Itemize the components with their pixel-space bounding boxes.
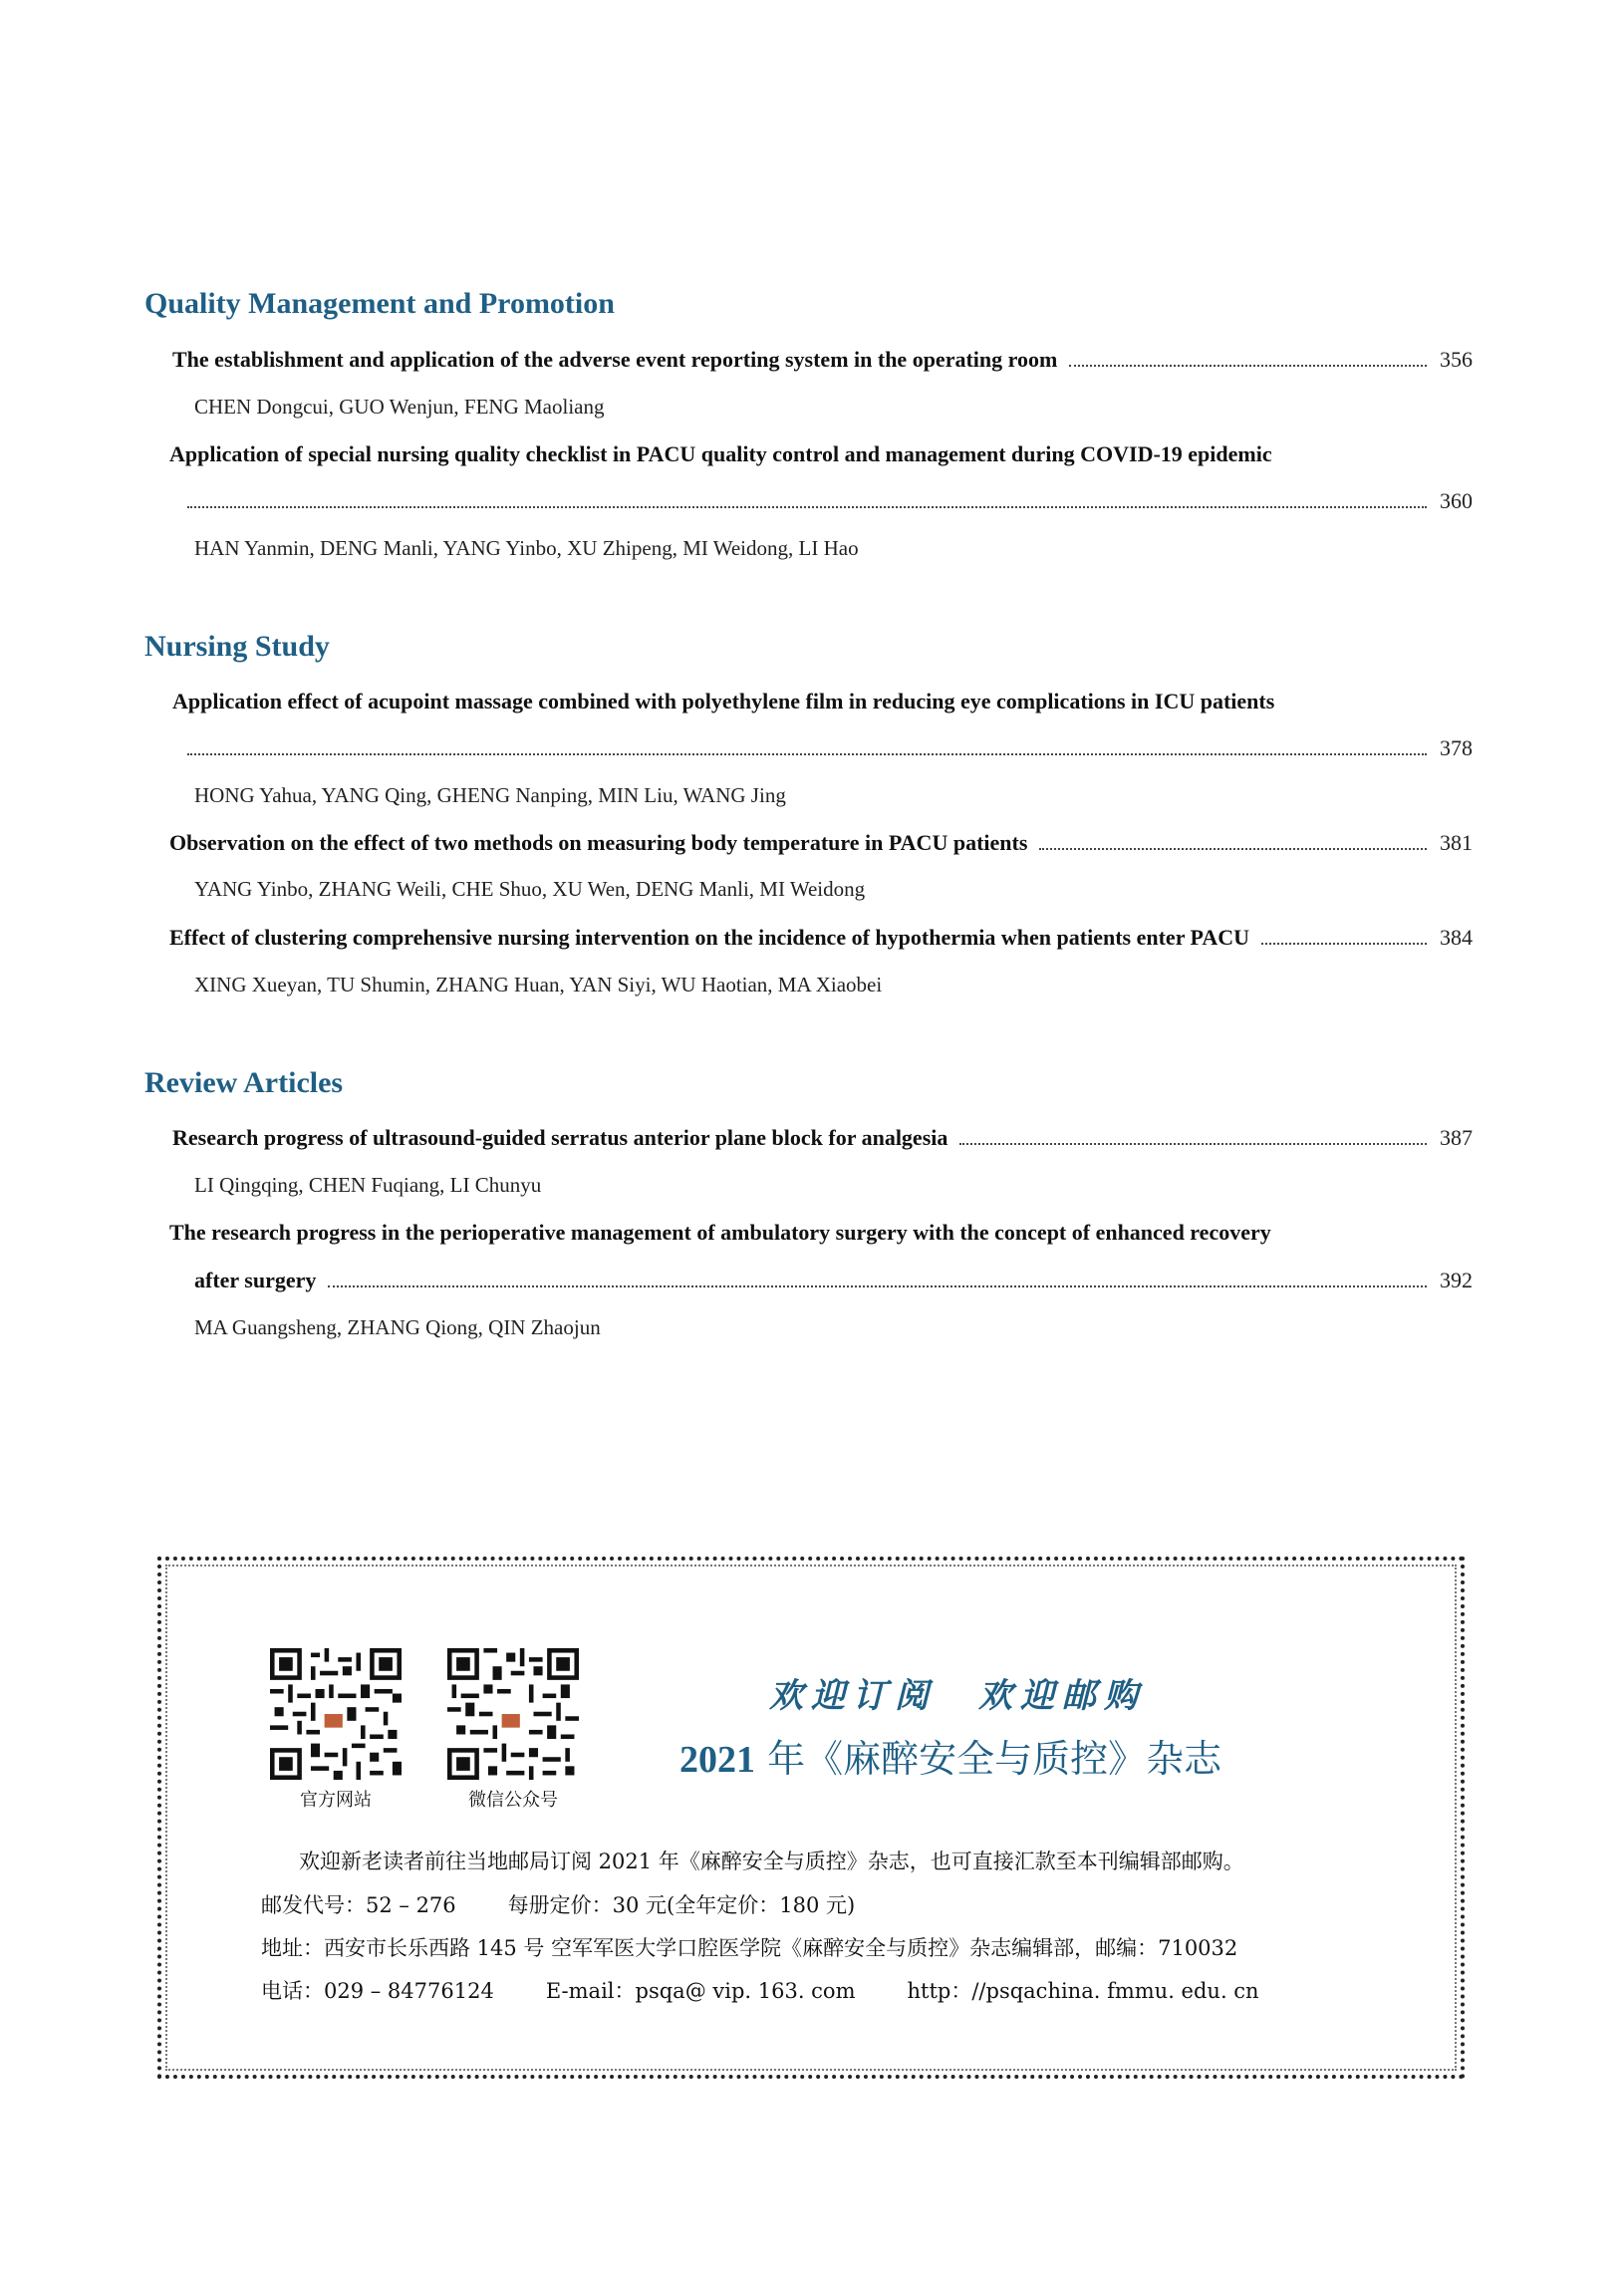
- dot-leader: [1261, 943, 1427, 945]
- qr-code-icon: [447, 1648, 579, 1780]
- article-authors: XING Xueyan, TU Shumin, ZHANG Huan, YAN Siyi, WU Haotian, MA Xiaobei: [194, 973, 883, 997]
- qr-official-website[interactable]: [261, 1648, 410, 1812]
- article-authors: HAN Yanmin, DENG Manli, YANG Yinbo, XU Zhipeng, MI Weidong, LI Hao: [194, 536, 859, 560]
- dot-leader: [1039, 848, 1427, 850]
- subscription-intro: 欢迎新老读者前往当地邮局订阅 2021 年《麻醉安全与质控》杂志，也可直接汇款至本刊编辑部邮购。: [299, 1850, 1244, 1873]
- section-heading-review-articles: Review Articles: [144, 1066, 344, 1099]
- phone-number: 电话：029 – 84776124: [261, 1979, 494, 2003]
- toc-entry[interactable]: [172, 347, 1473, 373]
- article-title[interactable]: Application of special nursing quality checklist in PACU quality control and management during COVID-19 epidemic: [169, 441, 1272, 466]
- page-number: 384: [1440, 925, 1473, 950]
- page-number: 378: [1440, 735, 1473, 760]
- toc-entry[interactable]: [169, 830, 1473, 856]
- toc-entry[interactable]: [169, 925, 1473, 951]
- article-authors: LI Qingqing, CHEN Fuqiang, LI Chunyu: [194, 1173, 542, 1197]
- journal-year: 2021: [679, 1739, 755, 1781]
- subscription-box: [157, 1557, 1465, 2079]
- page-number: 360: [1440, 488, 1473, 513]
- article-title[interactable]: Application effect of acupoint massage combined with polyethylene film in reducing eye complications in ICU patients: [172, 689, 1275, 713]
- price-info: 每册定价：30 元(全年定价：180 元): [507, 1893, 856, 1917]
- journal-name: 年《麻醉安全与质控》杂志: [767, 1737, 1222, 1781]
- article-title: Observation on the effect of two methods on measuring body temperature in PACU patients: [169, 830, 1028, 855]
- dot-leader: [187, 753, 1427, 755]
- email-link[interactable]: E-mail：psqa@ vip. 163. com: [545, 1979, 856, 2003]
- contact-info: [261, 1975, 1311, 2005]
- toc-entry[interactable]: [187, 488, 1473, 514]
- qr-label: 官方网站: [300, 1790, 372, 1811]
- qr-wechat-account[interactable]: [438, 1648, 588, 1812]
- page-number: 356: [1440, 347, 1473, 372]
- article-title[interactable]: The research progress in the perioperative management of ambulatory surgery with the concept of enhanced recovery: [169, 1220, 1271, 1245]
- page-number: 392: [1440, 1268, 1473, 1292]
- dot-leader: [1069, 365, 1427, 367]
- article-authors: MA Guangsheng, ZHANG Qiong, QIN Zhaojun: [194, 1315, 601, 1339]
- dot-leader: [959, 1143, 1427, 1145]
- toc-entry[interactable]: [187, 735, 1473, 761]
- dot-leader: [187, 506, 1427, 508]
- toc-entry[interactable]: [172, 1125, 1473, 1151]
- article-authors: YANG Yinbo, ZHANG Weili, CHE Shuo, XU Wen, DENG Manli, MI Weidong: [194, 877, 866, 901]
- page-number: 381: [1440, 830, 1473, 855]
- article-title: Effect of clustering comprehensive nursing intervention on the incidence of hypothermia when patients enter PACU: [169, 925, 1250, 950]
- article-authors: HONG Yahua, YANG Qing, GHENG Nanping, MIN Liu, WANG Jing: [194, 783, 786, 807]
- article-title: The establishment and application of the adverse event reporting system in the operating room: [172, 347, 1058, 372]
- journal-subscription-title: [679, 1728, 1221, 1783]
- section-heading-nursing-study: Nursing Study: [144, 630, 330, 663]
- website-link[interactable]: http：//psqachina. fmmu. edu. cn: [907, 1979, 1259, 2003]
- section-heading-quality-management: Quality Management and Promotion: [144, 287, 615, 320]
- postal-info: [261, 1889, 907, 1919]
- dot-leader: [328, 1285, 1427, 1287]
- article-title: Research progress of ultrasound-guided serratus anterior plane block for analgesia: [172, 1125, 948, 1150]
- page-number: 387: [1440, 1125, 1473, 1150]
- editorial-address: 地址：西安市长乐西路 145 号 空军军医大学口腔医学院《麻醉安全与质控》杂志编辑部，邮编：710032: [261, 1936, 1238, 1960]
- qr-label: 微信公众号: [468, 1790, 558, 1811]
- toc-entry[interactable]: [194, 1268, 1473, 1293]
- postal-code: 邮发代号：52 – 276: [261, 1893, 456, 1917]
- qr-code-icon: [270, 1648, 402, 1780]
- welcome-slogan: 欢迎订阅 欢迎邮购: [769, 1676, 1146, 1716]
- article-title-continued: after surgery: [194, 1268, 317, 1292]
- article-authors: CHEN Dongcui, GUO Wenjun, FENG Maoliang: [194, 395, 605, 419]
